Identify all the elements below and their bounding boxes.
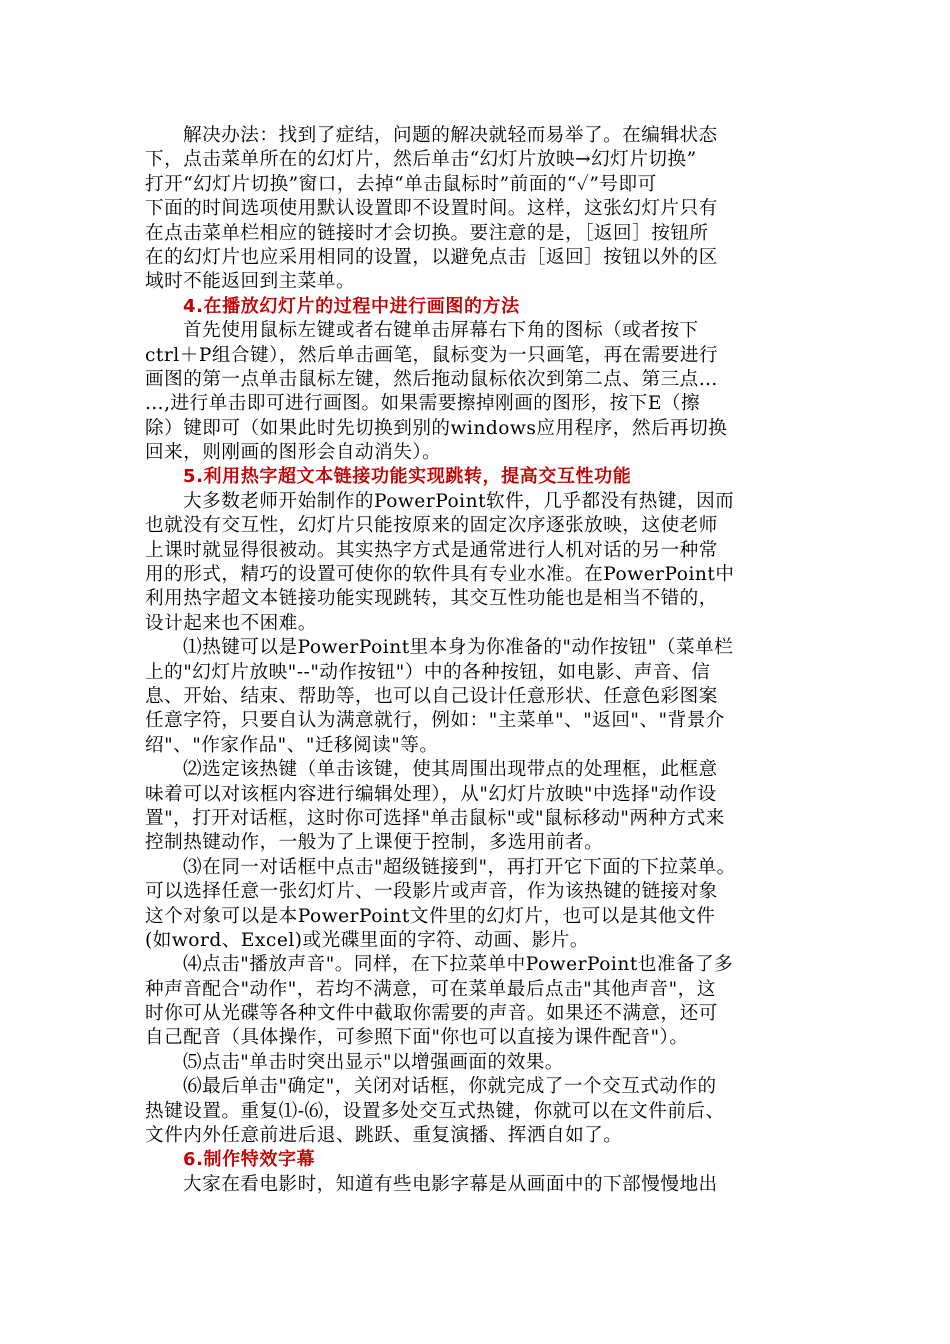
paragraph-first-line: ⑵选定该热键（单击该键，使其周围出现带点的处理框，此框意 — [183, 759, 718, 781]
text-line: 热键设置。重复⑴-⑹，设置多处交互式热键，你就可以在文件前后、 — [145, 1100, 725, 1122]
paragraph-first-line: 解决办法：找到了症结，问题的解决就轻而易举了。在编辑状态 — [183, 125, 718, 146]
text-line: 下，点击菜单所在的幻灯片，然后单击“幻灯片放映→幻灯片切换” — [145, 149, 697, 171]
text-line: 打开“幻灯片切换”窗口，去掉“单击鼠标时”前面的“✓”号即可 — [145, 173, 657, 195]
text-line: ctrl＋P组合键），然后单击画笔，鼠标变为一只画笔，再在需要进行 — [145, 344, 719, 366]
text-line: 息、开始、结束、帮助等，也可以自己设计任意形状、任意色彩图案 — [145, 685, 718, 707]
text-line: 设计起来也不困难。 — [145, 612, 317, 634]
text-line: 文件内外任意前进后退、跳跃、重复演播、挥洒自如了。 — [145, 1125, 623, 1147]
paragraph-first-line: ⑴热键可以是PowerPoint里本身为你准备的"动作按钮"（菜单栏 — [183, 637, 734, 659]
text-line: 上的"幻灯片放映"--"动作按钮"）中的各种按钮，如电影、声音、信 — [145, 661, 711, 683]
section-heading: 6.制作特效字幕 — [183, 1149, 316, 1171]
paragraph-first-line: 首先使用鼠标左键或者右键单击屏幕右下角的图标（或者按下 — [183, 320, 699, 342]
text-line: 在点击菜单栏相应的链接时才会切换。要注意的是，［返回］按钮所 — [145, 222, 709, 244]
text-line: …,进行单击即可进行画图。如果需要擦掉刚画的图形，按下E（擦 — [145, 393, 701, 415]
document-body — [145, 124, 813, 1197]
text-line: 可以选择任意一张幻灯片、一段影片或声音，作为该热键的链接对象 — [145, 881, 718, 903]
paragraph-first-line: ⑶在同一对话框中点击"超级链接到"，再打开它下面的下拉菜单。 — [183, 856, 736, 878]
text-line: 下面的时间选项使用默认设置即不设置时间。这样，这张幻灯片只有 — [145, 198, 718, 220]
text-line: 画图的第一点单击鼠标左键，然后拖动鼠标依次到第二点、第三点… — [145, 368, 718, 390]
paragraph-first-line: 大家在看电影时，知道有些电影字幕是从画面中的下部慢慢地出 — [183, 1173, 718, 1195]
text-line: 用的形式，精巧的设置可使你的软件具有专业水准。在PowerPoint中 — [145, 564, 735, 586]
text-line: 域时不能返回到主菜单。 — [145, 271, 356, 293]
text-line: 也就没有交互性，幻灯片只能按原来的固定次序逐张放映，这使老师 — [145, 515, 718, 537]
text-line: 绍"、"作家作品"、"迁移阅读"等。 — [145, 734, 439, 756]
text-line: 时你可从光碟等各种文件中截取你需要的声音。如果还不满意，还可 — [145, 1003, 718, 1025]
text-line: 自己配音（具体操作，可参照下面"你也可以直接为课件配音"）。 — [145, 1027, 689, 1049]
paragraph-first-line: ⑸点击"单击时突出显示"以增强画面的效果。 — [183, 1051, 564, 1073]
paragraph-first-line: ⑷点击"播放声音"。同样，在下拉菜单中PowerPoint也准备了多 — [183, 954, 734, 976]
text-line: 回来，则刚画的图形会自动消失）。 — [145, 442, 442, 464]
text-line: 控制热键动作，一般为了上课便于控制，多选用前者。 — [145, 832, 604, 854]
text-line: 除）键即可（如果此时先切换到别的windows应用程序，然后再切换 — [145, 417, 728, 439]
text-line: (如word、Excel)或光碟里面的字符、动画、影片。 — [145, 929, 589, 951]
text-line: 任意字符，只要自认为满意就行，例如："主菜单"、"返回"、"背景介 — [145, 710, 725, 732]
paragraph-first-line: 大多数老师开始制作的PowerPoint软件，几乎都没有热键，因而 — [183, 490, 735, 512]
text-line: 味着可以对该框内容进行编辑处理），从"幻灯片放映"中选择"动作设 — [145, 783, 717, 805]
section-heading: 5.利用热字超文本链接功能实现跳转，提高交互性功能 — [183, 466, 632, 488]
text-line: 这个对象可以是本PowerPoint文件里的幻灯片，也可以是其他文件 — [145, 905, 716, 927]
text-line: 在的幻灯片也应采用相同的设置，以避免点击［返回］按钮以外的区 — [145, 246, 718, 268]
paragraph-first-line: ⑹最后单击"确定"，关闭对话框，你就完成了一个交互式动作的 — [183, 1076, 717, 1098]
text-line: 利用热字超文本链接功能实现跳转，其交互性功能也是相当不错的， — [145, 588, 718, 610]
text-line: 上课时就显得很被动。其实热字方式是通常进行人机对话的另一种常 — [145, 539, 718, 561]
text-line: 置"，打开对话框，这时你可选择"单击鼠标"或"鼠标移动"两种方式来 — [145, 807, 725, 829]
section-heading: 4.在播放幻灯片的过程中进行画图的方法 — [183, 295, 520, 317]
text-line: 种声音配合"动作"，若均不满意，可在菜单最后点击"其他声音"，这 — [145, 978, 716, 1000]
